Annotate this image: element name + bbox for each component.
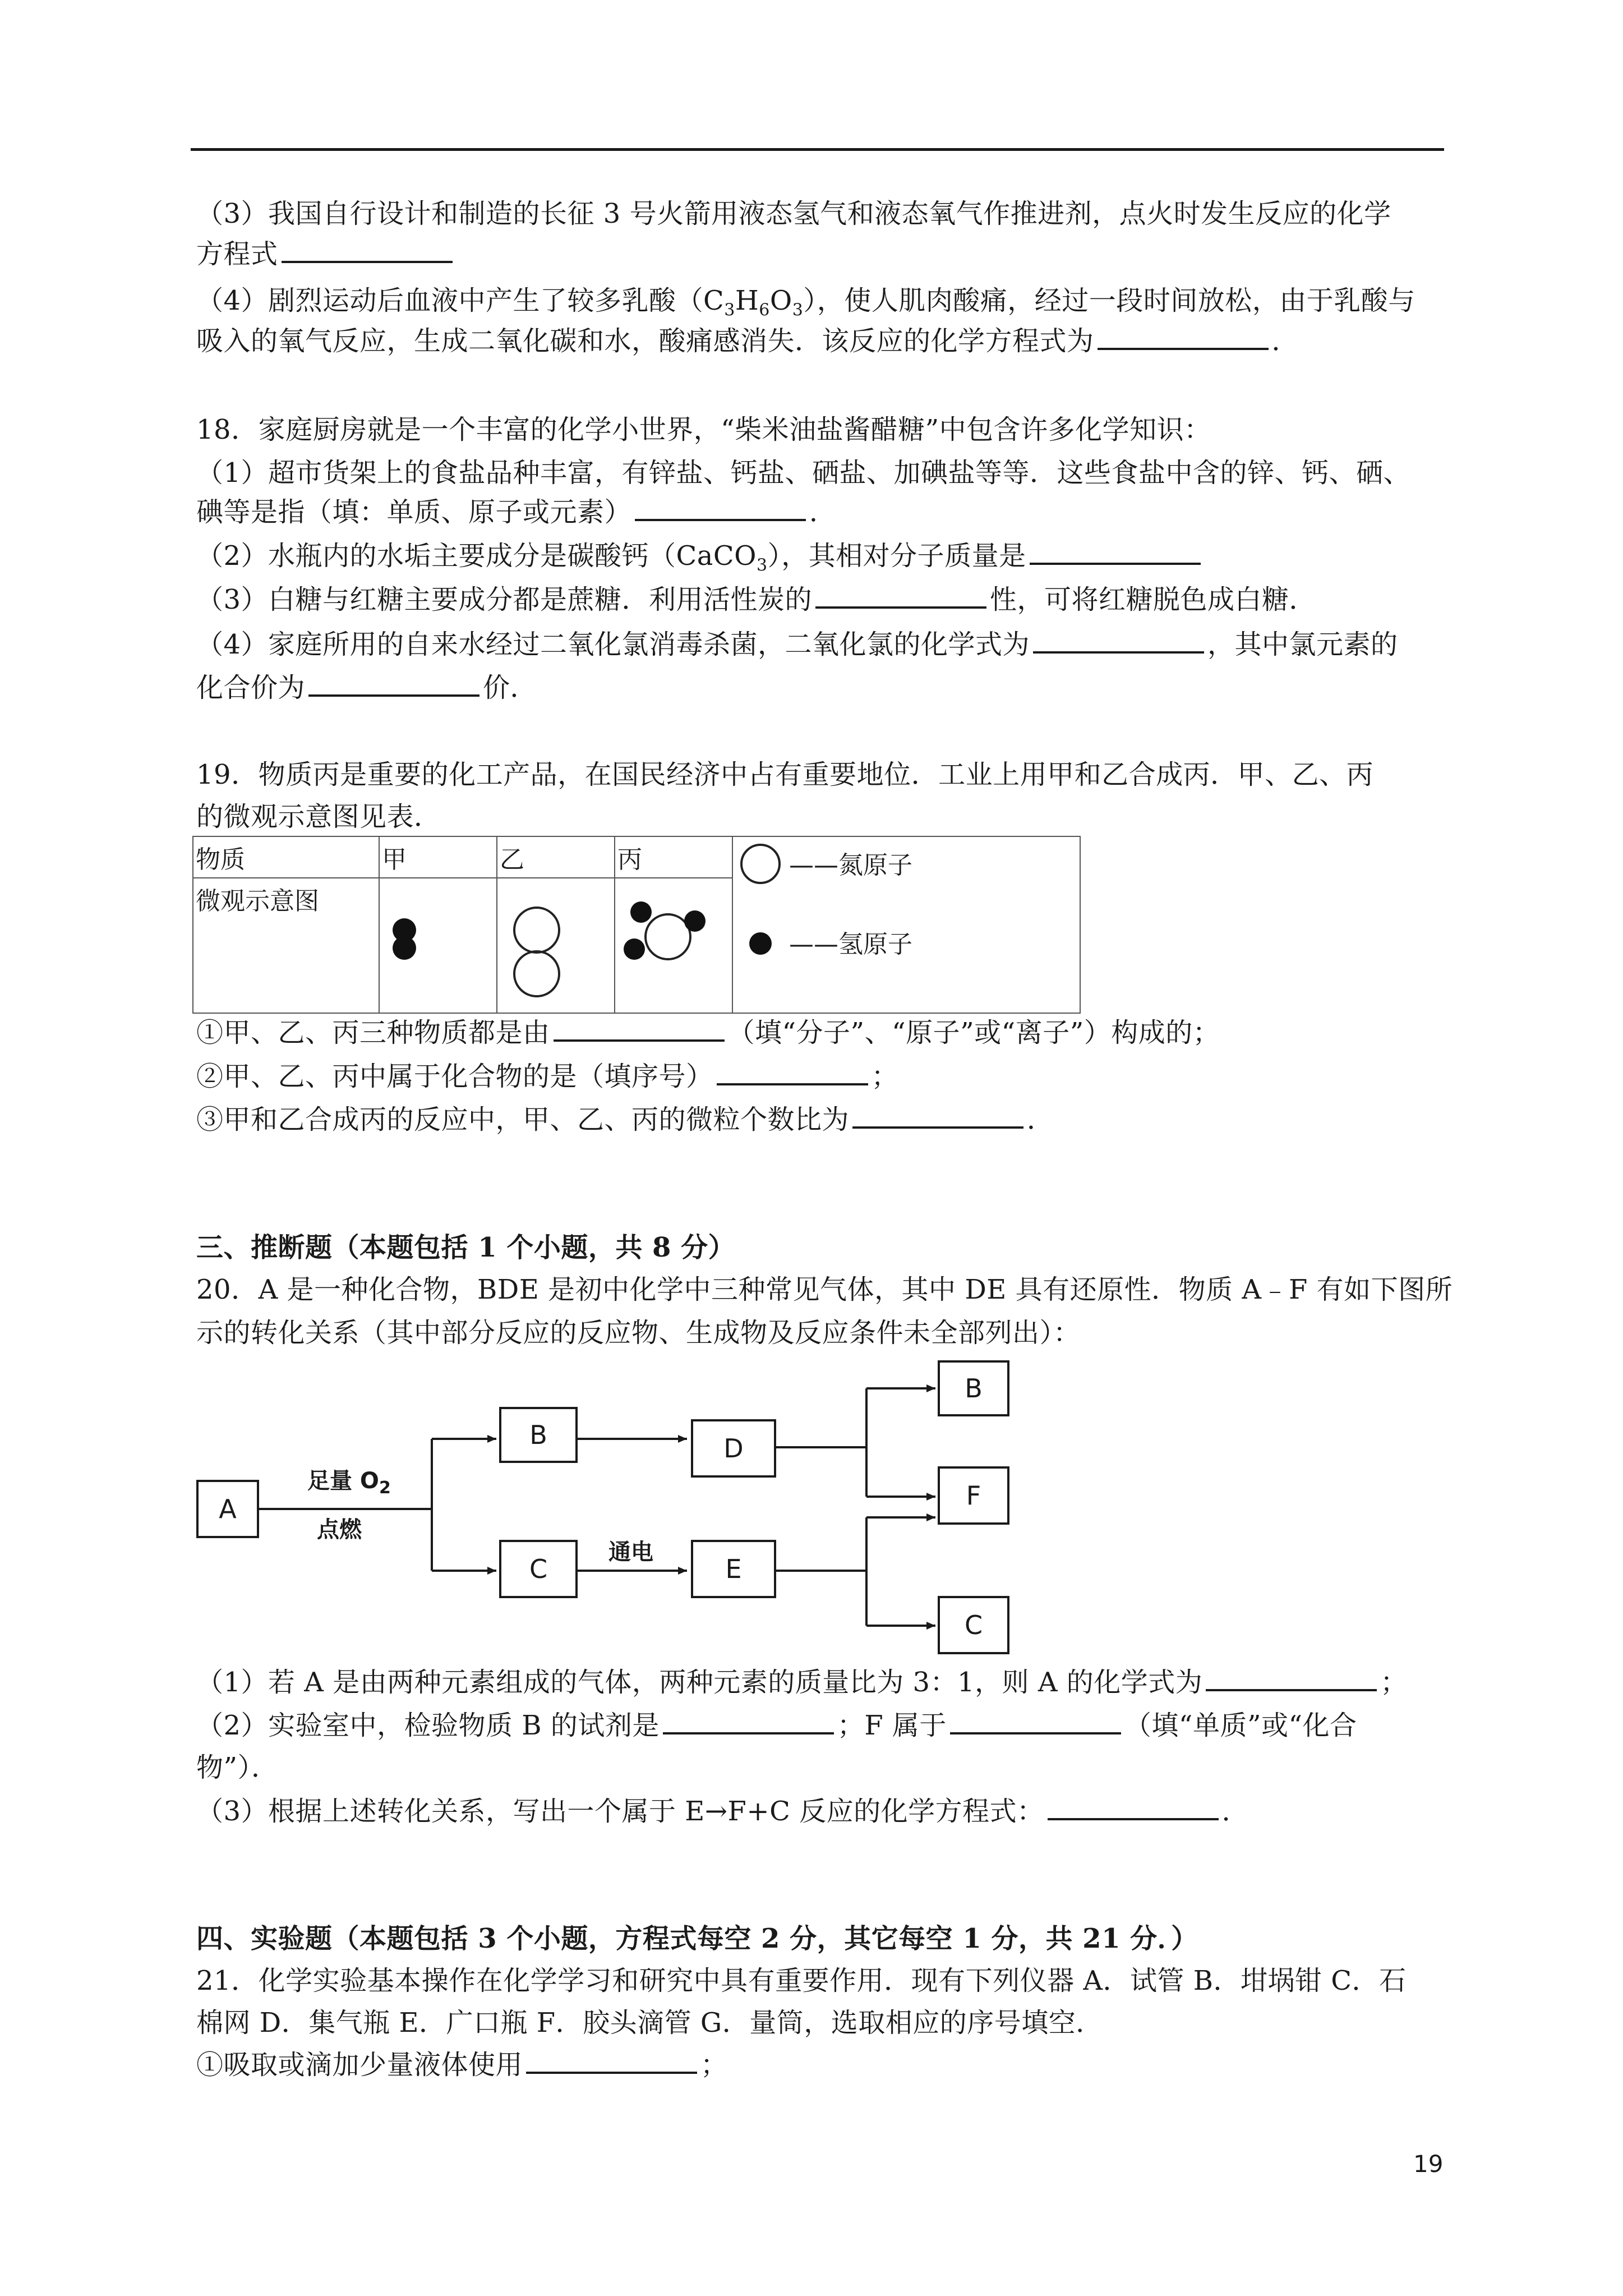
node-B-right: B — [938, 1360, 1009, 1416]
q18-part1-line1: （1）超市货架上的食盐品种丰富，有锌盐、钙盐、硒盐、加碘盐等等．这些食盐中含的锌、钙、硒、 — [196, 457, 1411, 489]
q19-stem-line1: 19．物质丙是重要的化工产品，在国民经济中占有重要地位．工业上用甲和乙合成丙．甲、乙、丙 — [196, 759, 1374, 790]
q18-part1-line2: 碘等是指（填：单质、原子或元素） ． — [196, 496, 837, 528]
answer-blank[interactable] — [950, 1710, 1121, 1734]
q21-stem-line2: 棉网 D．集气瓶 E．广口瓶 F．胶头滴管 G．量筒，选取相应的序号填空． — [196, 2007, 1103, 2039]
q17-part3-line1: （3）我国自行设计和制造的长征 3 号火箭用液态氢气和液态氧气作推进剂，点火时发生反应的化学 — [196, 198, 1391, 229]
table-row-label: 微观示意图 — [193, 878, 379, 1013]
q20-part3: （3）根据上述转化关系，写出一个属于 E→F+C 反应的化学方程式： ． — [196, 1796, 1249, 1827]
table-header-jia: 甲 — [379, 836, 497, 878]
condition-electrolysis: 通电 — [608, 1539, 653, 1565]
page-number: 19 — [1413, 2150, 1444, 2178]
section3-heading: 三、推断题（本题包括 1 个小题，共 8 分） — [196, 1232, 736, 1263]
node-C-right: C — [938, 1596, 1009, 1654]
q19-stem-line2: 的微观示意图见表． — [196, 801, 441, 832]
q17-part4-line1: （4）剧烈运动后血液中产生了较多乳酸$(C_3H_6O_3)$，使人肌肉酸痛，经过一段时间放松，由于乳酸与 — [196, 285, 1415, 320]
q19-sub2: ②甲、乙、丙中属于化合物的是（填序号） ； — [196, 1061, 899, 1092]
condition-ignite: 点燃 — [317, 1517, 362, 1543]
q18-part3: （3）白糖与红糖主要成分都是蔗糖．利用活性炭的 性，可将红糖脱色成白糖． — [196, 584, 1317, 615]
q17-part3-line2: 方程式 — [196, 237, 456, 272]
q19-sub3: ③甲和乙合成丙的反应中，甲、乙、丙的微粒个数比为 ． — [196, 1104, 1054, 1135]
q18-part4-line2: 化合价为 价． — [196, 672, 538, 703]
node-C: C — [499, 1540, 578, 1598]
condition-excess-oxygen: 足量 $O_2$ — [307, 1468, 391, 1498]
table-header-bing: 丙 — [615, 836, 732, 878]
q18-part4-line1: （4）家庭所用的自来水经过二氧化氯消毒杀菌，二氧化氯的化学式为 ，其中氯元素的 — [196, 629, 1398, 660]
legend-hydrogen-label: ——氢原子 — [789, 930, 912, 959]
node-E: E — [691, 1540, 776, 1598]
node-D: D — [691, 1419, 776, 1478]
q19-sub1: ①甲、乙、丙三种物质都是由 （填“分子”、“原子”或“离子”）构成的； — [196, 1017, 1220, 1048]
legend-nitrogen-label: ——氮原子 — [789, 851, 912, 880]
table-header-substance: 物质 — [193, 836, 379, 878]
node-A: A — [196, 1480, 259, 1538]
answer-blank[interactable] — [663, 1710, 834, 1734]
q20-part2-line2: 物”）． — [196, 1752, 279, 1783]
answer-blank[interactable] — [526, 2049, 697, 2074]
q18-stem: 18．家庭厨房就是一个丰富的化学小世界，“柴米油盐酱醋糖”中包含许多化学知识： — [196, 414, 1211, 445]
q20-part2-line1: （2）实验室中，检验物质 B 的试剂是 ；F 属于 （填“单质”或“化合 — [196, 1710, 1357, 1741]
answer-blank[interactable] — [1206, 1667, 1377, 1691]
q20-part1: （1）若 A 是由两种元素组成的气体，两种元素的质量比为 3：1，则 A 的化学式为 ； — [196, 1667, 1408, 1698]
q20-stem-line1: 20．A 是一种化合物，BDE 是初中化学中三种常见气体，其中 DE 具有还原性．物质 A﹣F 有如下图所 — [196, 1274, 1453, 1305]
section4-heading: 四、实验题（本题包括 3 个小题，方程式每空 2 分，其它每空 1 分，共 21 分．） — [196, 1923, 1198, 1954]
q18-part2: （2）水瓶内的水垢主要成分是碳酸钙（CaCO$_3$），其相对分子质量是 — [196, 539, 1204, 583]
node-F: F — [938, 1466, 1009, 1525]
q21-stem-line1: 21．化学实验基本操作在化学学习和研究中具有重要作用．现有下列仪器 A．试管 B．坩埚钳 C．石 — [196, 1965, 1407, 1996]
q21-sub1: ①吸取或滴加少量液体使用 ； — [196, 2049, 728, 2081]
q20-stem-line2: 示的转化关系（其中部分反应的反应物、生成物及反应条件未全部列出）： — [196, 1317, 1081, 1349]
q17-part4-line2: 吸入的氧气反应，生成二氧化碳和水，酸痛感消失．该反应的化学方程式为 ． — [196, 325, 1299, 357]
node-B: B — [499, 1407, 578, 1463]
answer-blank[interactable] — [1048, 1796, 1219, 1820]
table-header-yi: 乙 — [497, 836, 615, 878]
